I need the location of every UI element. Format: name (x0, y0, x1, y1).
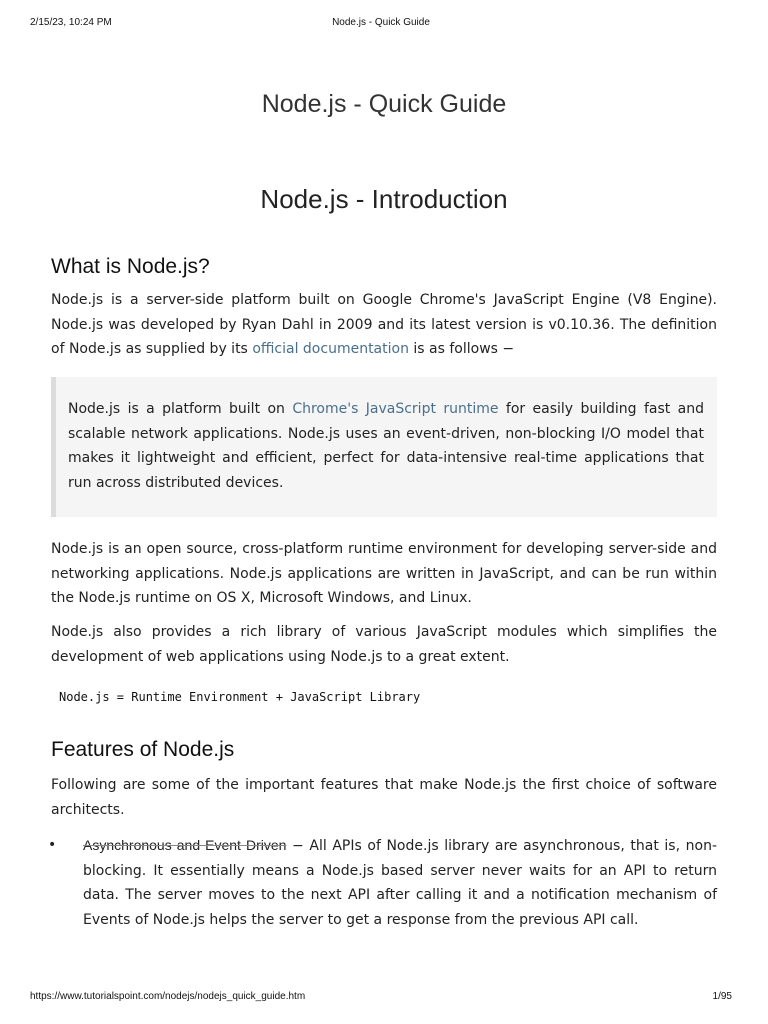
print-header (30, 17, 732, 31)
open-source-paragraph: Node.js is an open source, cross-platform runtime environment for developing server-side and networking applications. Node.js applications are written in JavaScript, and can be run within the Node.js runtime on OS X, Microsoft Windows, and Linux. (51, 541, 717, 606)
features-intro: Following are some of the important features that make Node.js the first choice of software architects. (51, 777, 717, 818)
what-is-text-start: Node.js is a server-side platform built on Google Chrome's JavaScript Engine (V8 Engine). Node.js was developed by Ryan Dahl in 2009 and its latest version is v0.10.36. The definition of Node.js as supplied by its (51, 292, 717, 357)
feature-description: − All APIs of Node.js library are asynchronous, that is, non-blocking. It essentially means a Node.js based server never waits for an API to return data. The server moves to the next API after calling it and a notification mechanism of Events of Node.js helps the server to get a response from the previous API call. (83, 838, 718, 928)
blockquote-text (68, 397, 704, 495)
library-paragraph: Node.js also provides a rich library of various JavaScript modules which simplifies the development of web applications using Node.js to a great extent. (51, 624, 717, 665)
page-url: https://www.tutorialspoint.com/nodejs/nodejs_quick_guide.htm (30, 991, 306, 1002)
official-documentation-link[interactable]: official documentation (252, 341, 409, 357)
what-is-heading: What is Node.js? (51, 255, 210, 278)
print-footer (30, 991, 732, 1005)
chrome-runtime-link[interactable]: Chrome's JavaScript runtime (292, 401, 499, 417)
code-snippet: Node.js = Runtime Environment + JavaScript Library (59, 690, 421, 704)
bullet-icon: • (48, 837, 57, 853)
print-date: 2/15/23, 10:24 PM (30, 17, 112, 28)
features-heading: Features of Node.js (51, 738, 235, 761)
page-number: 1/95 (712, 991, 732, 1002)
what-is-text-end: is as follows − (408, 341, 515, 357)
section-title: Node.js - Introduction (260, 184, 508, 214)
print-title: Node.js - Quick Guide (332, 17, 430, 28)
page-title: Node.js - Quick Guide (261, 90, 507, 118)
what-is-paragraph (51, 288, 717, 362)
feature-term: Asynchronous and Event Driven (83, 837, 287, 853)
blockquote-text-start: Node.js is a platform built on (68, 401, 293, 417)
list-item (48, 833, 718, 932)
definition-blockquote (51, 377, 717, 517)
blockquote-bar (51, 377, 56, 517)
features-list (48, 833, 718, 932)
blockquote-text-end: for easily building fast and scalable network applications. Node.js uses an event-driven, non-blocking I/O model that makes it lightweight and efficient, perfect for data-intensive real-time applications that run across distributed devices. (68, 401, 705, 491)
